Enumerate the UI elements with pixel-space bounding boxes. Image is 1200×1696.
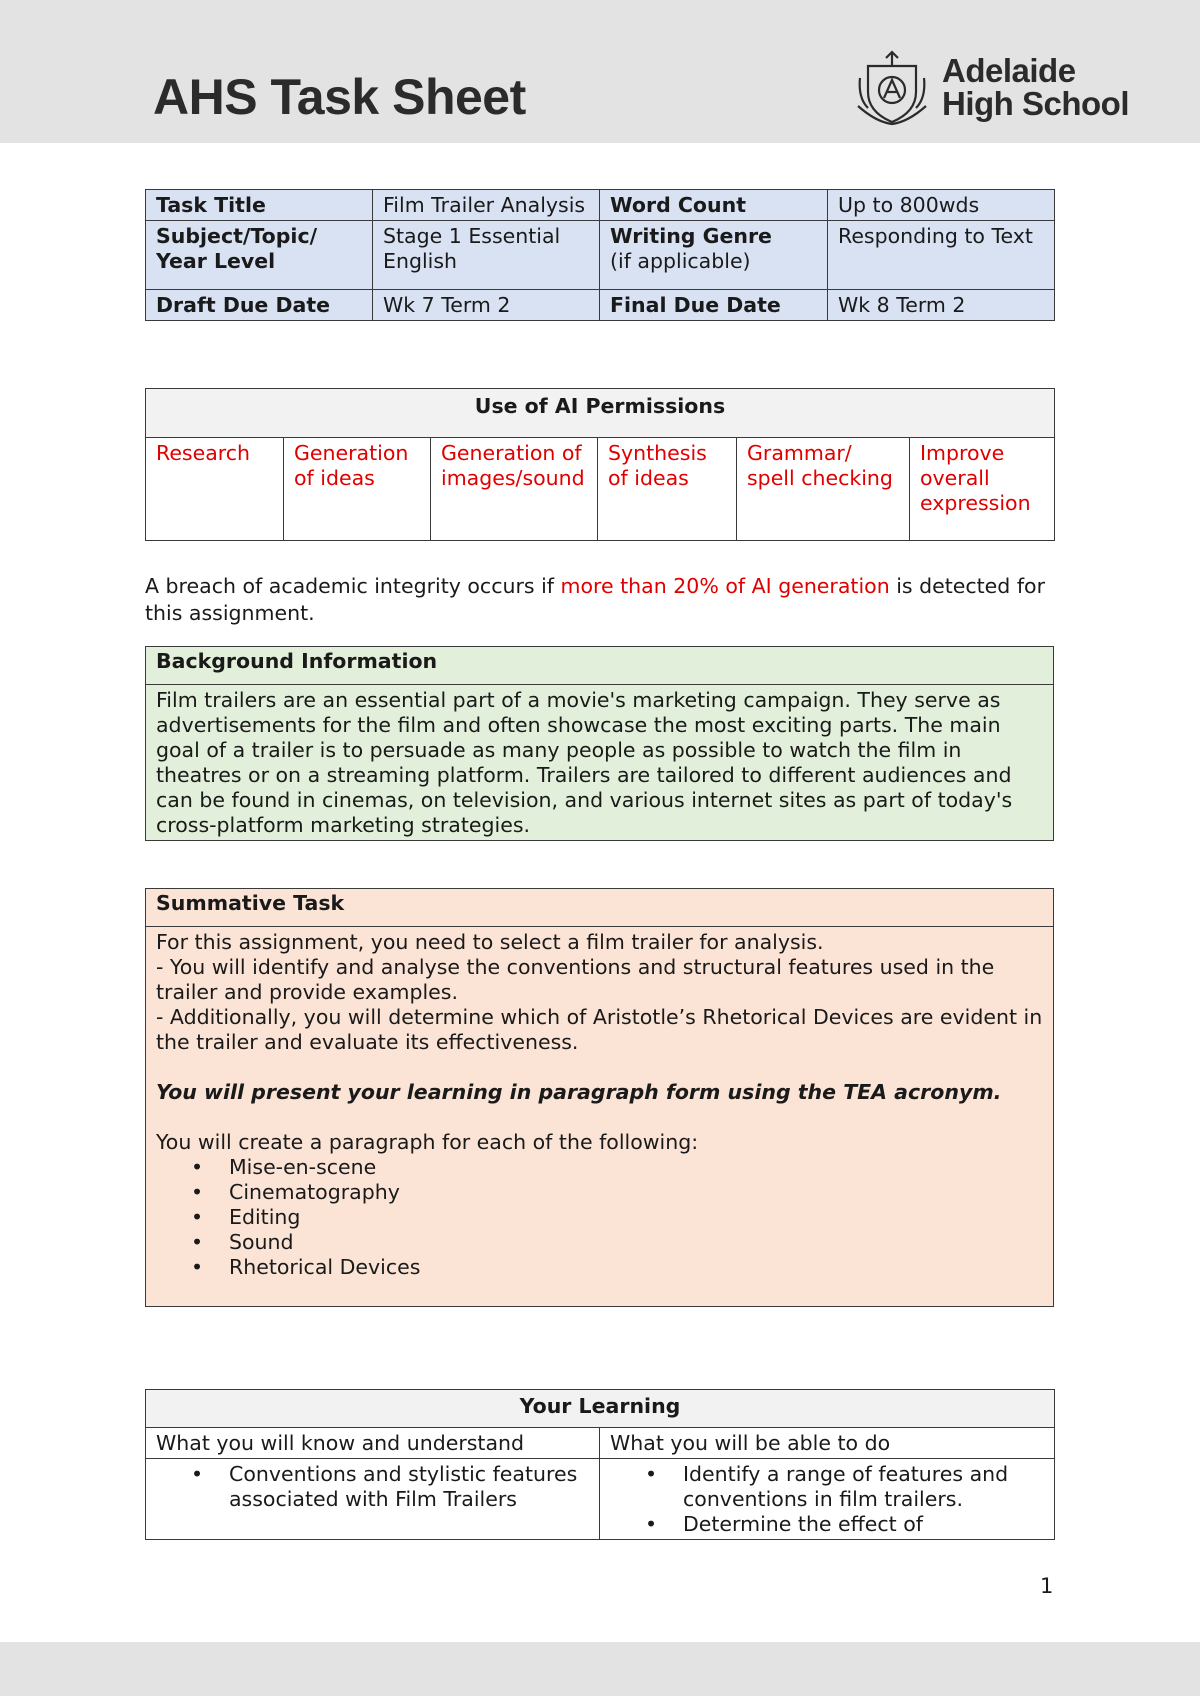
- ai-permissions-title: Use of AI Permissions: [146, 389, 1055, 438]
- task-title-label: Task Title: [146, 190, 373, 221]
- ai-permission-media-generation: Generation of images/sound: [431, 438, 598, 541]
- word-count-value: Up to 800wds: [828, 190, 1055, 221]
- know-list-cell: [146, 1459, 600, 1540]
- writing-genre-label: Writing Genre: [610, 224, 772, 248]
- subject-label: Subject/Topic/ Year Level: [146, 221, 373, 290]
- integrity-text-start: A breach of academic integrity occurs if: [145, 574, 561, 598]
- word-count-label: Word Count: [600, 190, 828, 221]
- list-item: • Determine the effect of: [610, 1512, 1044, 1537]
- know-header: What you will know and understand: [146, 1428, 600, 1459]
- summative-task-table: [145, 888, 1054, 1307]
- final-due-label: Final Due Date: [600, 290, 828, 321]
- school-name-line1: Adelaide: [942, 52, 1076, 89]
- school-logo: [856, 44, 1136, 134]
- ai-permission-grammar: Grammar/ spell checking: [737, 438, 910, 541]
- task-details-table: [145, 189, 1055, 321]
- list-item: • Sound: [156, 1230, 1043, 1255]
- summative-intro: For this assignment, you need to select a film trailer for analysis.: [156, 930, 824, 954]
- list-item: • Mise-en-scene: [156, 1155, 1043, 1180]
- ai-permission-synthesis: Synthesis of ideas: [598, 438, 737, 541]
- list-item: • Cinematography: [156, 1180, 1043, 1205]
- summative-point-conventions: - You will identify and analyse the conventions and structural features used in the trailer and provide examples.: [156, 955, 995, 1004]
- know-list: [156, 1462, 589, 1512]
- school-crest-icon: [856, 48, 928, 128]
- your-learning-table: [145, 1389, 1055, 1540]
- school-name-line2: High School: [942, 85, 1129, 122]
- subject-value: Stage 1 Essential English: [373, 221, 600, 290]
- academic-integrity-note: [145, 573, 1054, 627]
- ai-permission-research: Research: [146, 438, 284, 541]
- ai-permission-idea-generation: Generation of ideas: [284, 438, 431, 541]
- task-title-value: Film Trailer Analysis: [373, 190, 600, 221]
- background-body: Film trailers are an essential part of a movie's marketing campaign. They serve as advertisements for the film and often showcase the most exciting parts. The main goal of a trailer is to persuade as many people as possible to watch the film in theatres or on a streaming platform. Trailers are tailored to different audiences and can be found in cinemas, on television, and various internet sites as part of today's cross-platform marketing strategies.: [146, 685, 1054, 841]
- your-learning-title: Your Learning: [146, 1390, 1055, 1428]
- ai-permissions-table: [145, 388, 1055, 541]
- summative-body: [146, 927, 1054, 1307]
- summative-list: [156, 1155, 1043, 1280]
- background-information-table: [145, 646, 1054, 841]
- writing-genre-sublabel: (if applicable): [610, 249, 751, 273]
- ai-permission-expression: Improve overall expression: [910, 438, 1055, 541]
- footer-band: [0, 1642, 1200, 1696]
- do-header: What you will be able to do: [600, 1428, 1055, 1459]
- do-list: [610, 1462, 1044, 1537]
- list-item: • Conventions and stylistic features associated with Film Trailers: [156, 1462, 589, 1512]
- page-number: 1: [1040, 1574, 1054, 1598]
- integrity-text-end: is detected for this assignment.: [145, 574, 1046, 625]
- writing-genre-value: Responding to Text: [828, 221, 1055, 290]
- integrity-threshold: more than 20% of AI generation: [560, 574, 890, 598]
- draft-due-label: Draft Due Date: [146, 290, 373, 321]
- list-item: • Identify a range of features and conventions in film trailers.: [610, 1462, 1044, 1512]
- summative-emphasis: You will present your learning in paragraph form using the TEA acronym.: [156, 1080, 1002, 1104]
- final-due-value: Wk 8 Term 2: [828, 290, 1055, 321]
- summative-title: Summative Task: [146, 889, 1054, 927]
- writing-genre-cell: [600, 221, 828, 290]
- draft-due-value: Wk 7 Term 2: [373, 290, 600, 321]
- background-title: Background Information: [146, 647, 1054, 685]
- list-item: • Editing: [156, 1205, 1043, 1230]
- school-name: [942, 54, 1129, 120]
- list-item: • Rhetorical Devices: [156, 1255, 1043, 1280]
- summative-list-intro: You will create a paragraph for each of the following:: [156, 1130, 699, 1154]
- summative-point-rhetoric: - Additionally, you will determine which of Aristotle’s Rhetorical Devices are evident in the trailer and evaluate its effectiveness.: [156, 1005, 1043, 1054]
- do-list-cell: [600, 1459, 1055, 1540]
- document-title: AHS Task Sheet: [153, 69, 526, 125]
